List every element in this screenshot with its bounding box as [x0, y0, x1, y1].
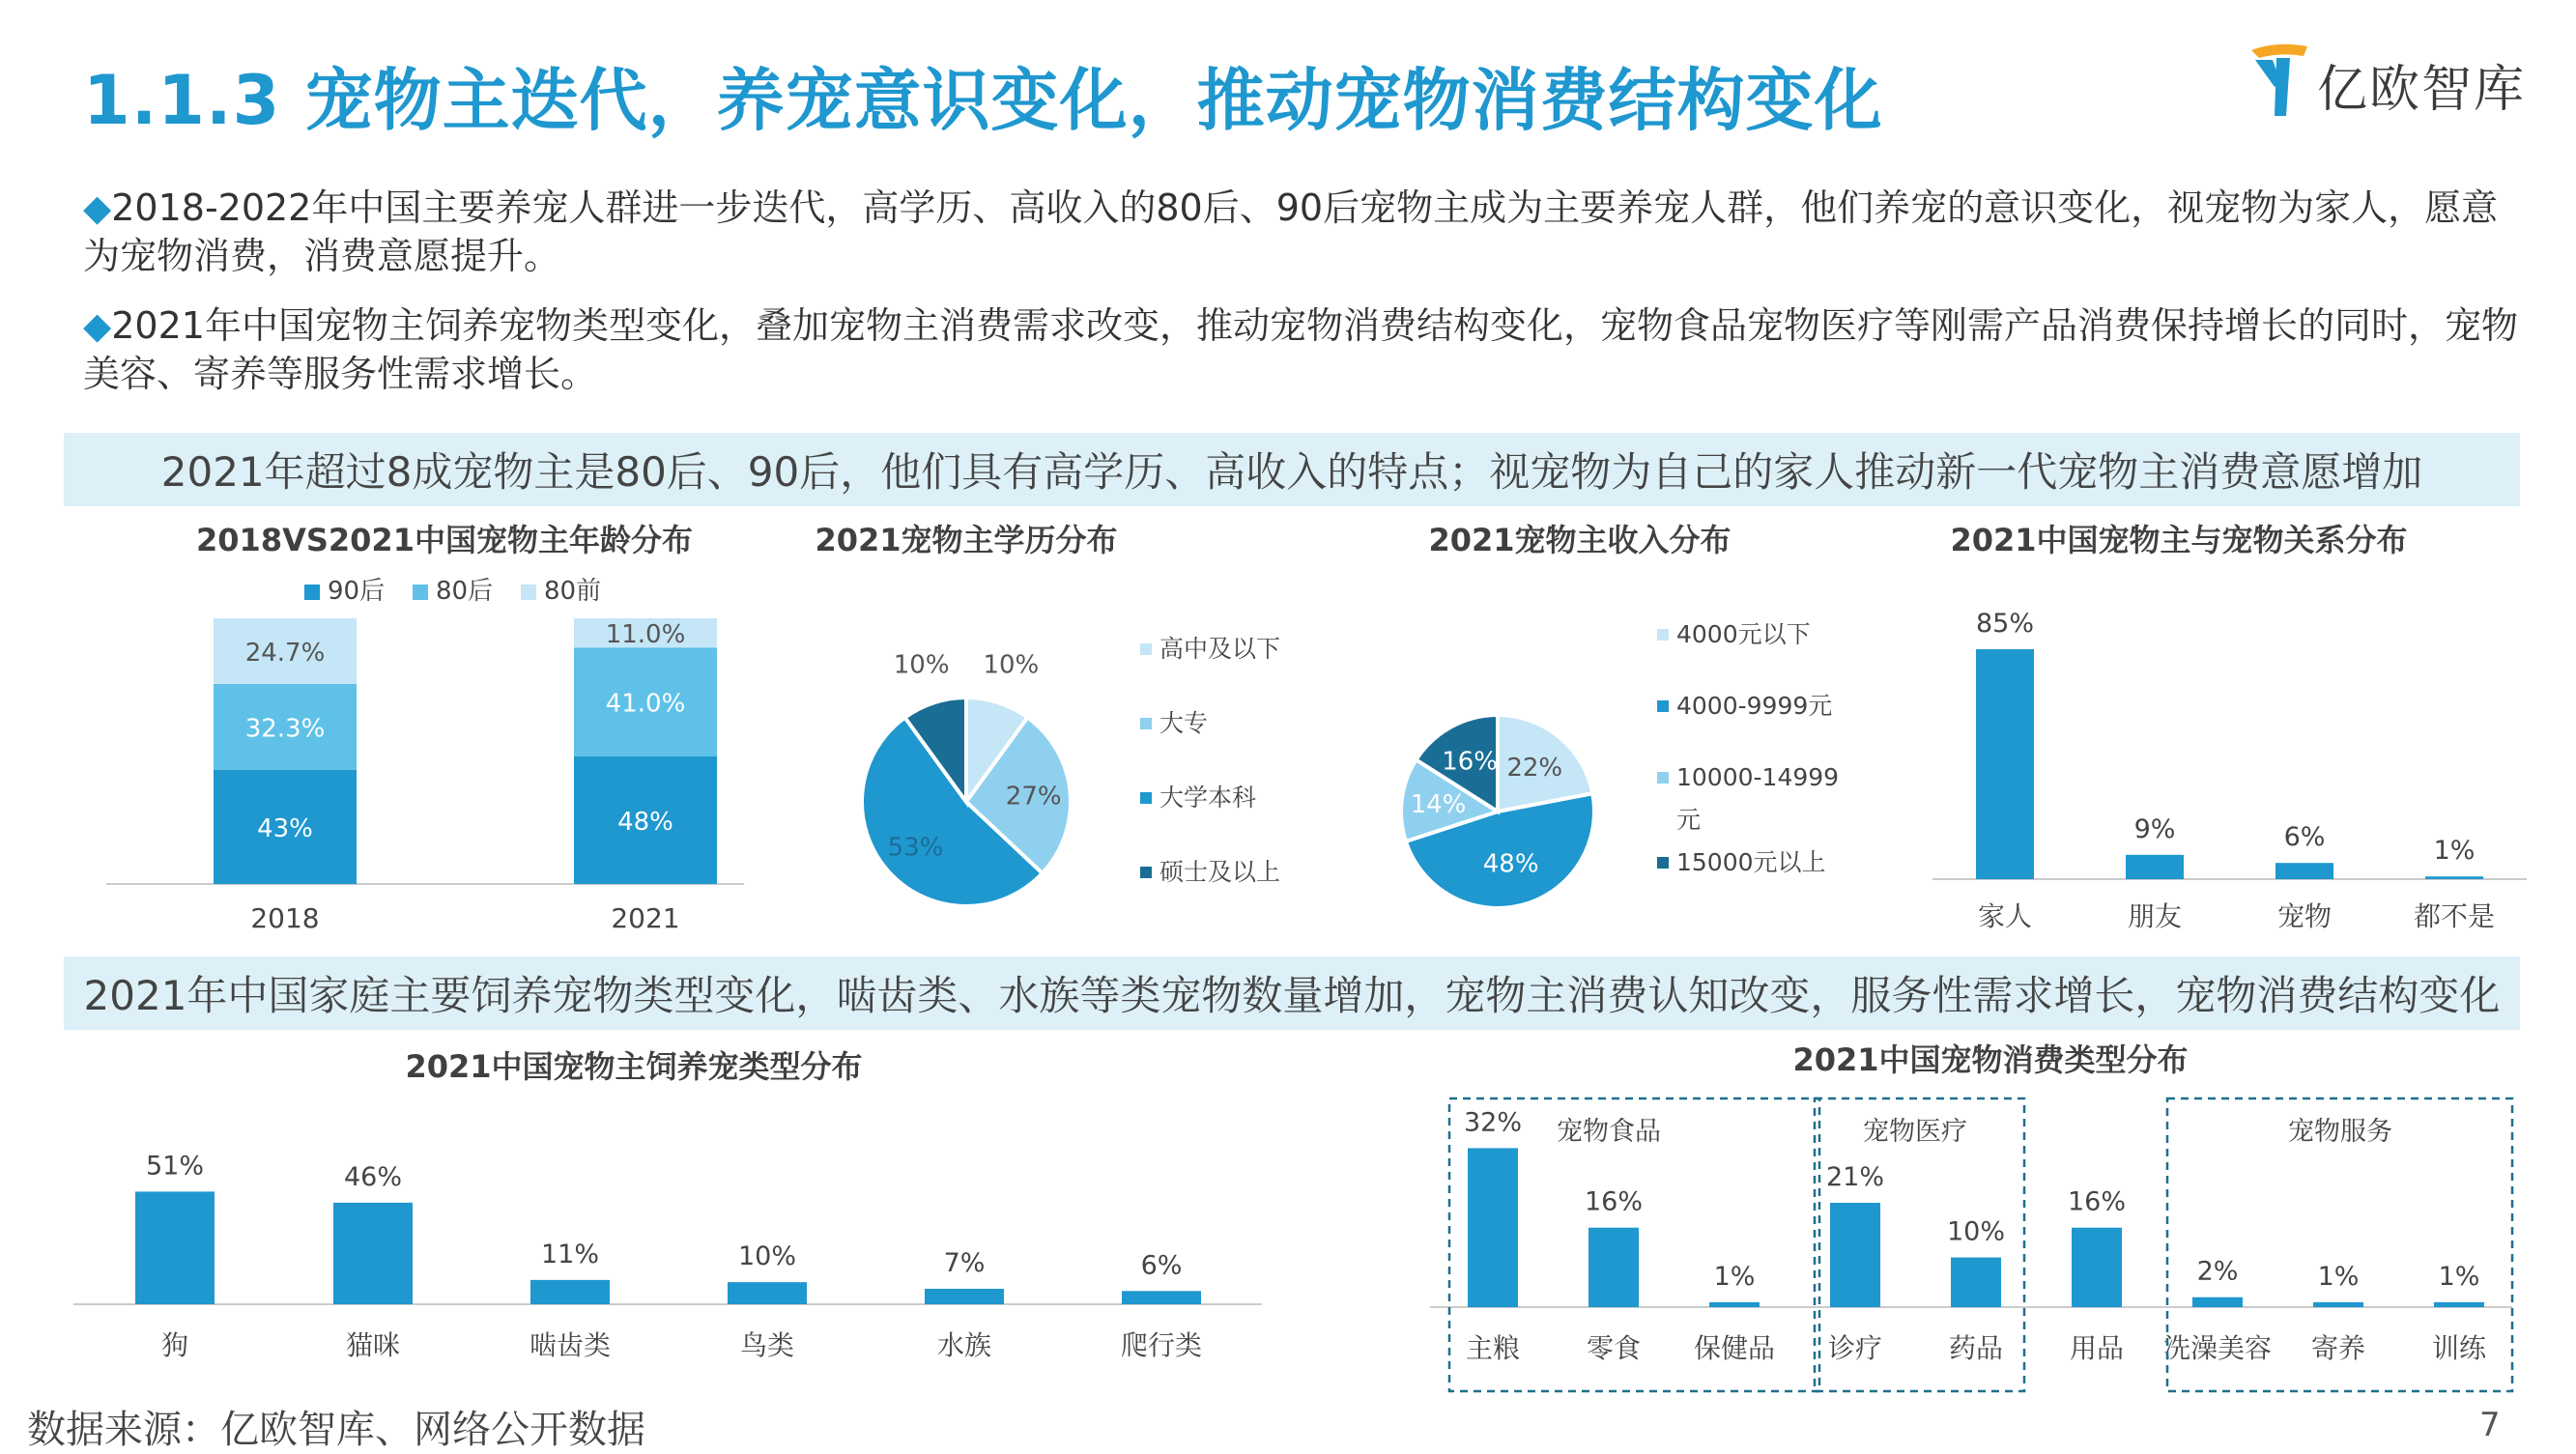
- bar: [1951, 1258, 2001, 1307]
- x-tick-label: 主粮: [1465, 1332, 1521, 1364]
- x-tick-label: 2018: [250, 902, 320, 934]
- legend-label: 4000-9999元: [1676, 692, 1833, 720]
- bar: [333, 1203, 413, 1304]
- diamond-icon: ◆: [83, 186, 112, 229]
- legend-label: 4000元以下: [1676, 620, 1811, 648]
- bar: [925, 1289, 1004, 1304]
- education-pie-chart: [812, 512, 1353, 947]
- x-tick-label: 爬行类: [1120, 1329, 1203, 1361]
- bullet-2-text: 2021年中国宠物主饲养宠物类型变化，叠加宠物主消费需求改变，推动宠物消费结构变化，宠物食品宠物医疗等刚需产品消费保持增长的同时，宠物美容、寄养等服务性需求增长。: [83, 304, 2518, 395]
- legend-swatch: [1140, 643, 1152, 655]
- diamond-icon: ◆: [83, 304, 112, 347]
- logo-mark-icon: [2247, 37, 2315, 124]
- group-label: 宠物食品: [1557, 1117, 1661, 1147]
- data-label: 6%: [1140, 1250, 1183, 1281]
- bullet-1: [83, 184, 2518, 280]
- relation-bar-chart: [1932, 512, 2532, 947]
- legend-label: 高中及以下: [1159, 635, 1281, 663]
- bar: [1122, 1291, 1201, 1304]
- data-source: 数据来源：亿欧智库、网络公开数据: [27, 1408, 645, 1452]
- x-tick-label: 寄养: [2310, 1332, 2366, 1364]
- x-tick-label: 啮齿类: [529, 1329, 612, 1361]
- x-tick-label: 保健品: [1693, 1332, 1776, 1364]
- bar: [1709, 1302, 1760, 1307]
- data-label: 11.0%: [605, 620, 686, 650]
- pettype-chart-panel: [64, 1039, 1281, 1396]
- legend-swatch: [1657, 857, 1669, 869]
- data-label: 10%: [1946, 1216, 2006, 1247]
- bar: [2313, 1302, 2363, 1307]
- x-tick-label: 狗: [160, 1329, 189, 1361]
- income-pie-chart: [1382, 512, 1923, 947]
- bar: [2434, 1302, 2484, 1307]
- legend-swatch: [304, 584, 320, 600]
- data-label: 32.3%: [244, 714, 326, 744]
- x-tick-label: 猫咪: [345, 1329, 401, 1361]
- x-tick-label: 朋友: [2127, 900, 2183, 932]
- relation-chart-panel: [1932, 512, 2532, 947]
- data-label: 48%: [617, 808, 673, 837]
- bar: [1468, 1148, 1518, 1307]
- section-band-top: 2021年超过8成宠物主是80后、90后，他们具有高学历、高收入的特点；视宠物为自己的家人推动新一代宠物主消费意愿增加: [64, 433, 2520, 506]
- x-tick-label: 水族: [936, 1329, 992, 1361]
- chart-title: 2018VS2021中国宠物主年龄分布: [196, 522, 693, 558]
- legend-label: 大学本科: [1159, 784, 1257, 812]
- data-label: 16%: [1442, 747, 1498, 777]
- data-label: 1%: [2317, 1261, 2360, 1292]
- legend-swatch: [521, 584, 536, 600]
- bar: [135, 1191, 215, 1304]
- bar: [2425, 876, 2483, 879]
- bar: [1830, 1203, 1880, 1307]
- data-label: 46%: [343, 1161, 403, 1192]
- data-label: 6%: [2283, 822, 2326, 853]
- legend-swatch: [1140, 718, 1152, 729]
- bar: [2192, 1297, 2243, 1307]
- age-distribution-chart: [87, 512, 744, 947]
- data-label: 22%: [1506, 753, 1563, 783]
- data-label: 1%: [1713, 1261, 1756, 1292]
- x-tick-label: 鸟类: [739, 1329, 795, 1361]
- bar: [530, 1280, 610, 1304]
- legend-label: 硕士及以上: [1159, 858, 1281, 886]
- bar: [1589, 1228, 1639, 1307]
- data-label: 43%: [257, 813, 313, 843]
- data-label: 24.7%: [244, 638, 326, 668]
- legend-label: 15000元以上: [1676, 848, 1826, 876]
- x-tick-label: 诊疗: [1827, 1332, 1883, 1364]
- legend-swatch: [1657, 700, 1669, 712]
- legend-swatch: [1140, 867, 1152, 878]
- data-label: 7%: [943, 1248, 986, 1278]
- data-label: 10%: [983, 650, 1040, 680]
- data-label: 32%: [1463, 1107, 1523, 1138]
- legend-swatch: [413, 584, 428, 600]
- x-tick-label: 洗澡美容: [2162, 1332, 2273, 1364]
- bar: [2126, 855, 2184, 879]
- data-label: 1%: [2438, 1261, 2480, 1292]
- logo-text: 亿欧智库: [2317, 61, 2527, 119]
- section-band-bottom: 2021年中国家庭主要饲养宠物类型变化，啮齿类、水族等类宠物数量增加，宠物主消费认知改变，服务性需求增长，宠物消费结构变化: [64, 956, 2520, 1030]
- page-title: 1.1.3 宠物主迭代，养宠意识变化，推动宠物消费结构变化: [83, 61, 1883, 140]
- x-tick-label: 家人: [1977, 900, 2033, 932]
- data-label: 2%: [2196, 1256, 2239, 1287]
- bullet-1-text: 2018-2022年中国主要养宠人群进一步迭代，高学历、高收入的80后、90后宠物主成为主要养宠人群，他们养宠的意识变化，视宠物为家人，愿意为宠物消费，消费意愿提升。: [83, 186, 2499, 277]
- chart-title: 2021中国宠物消费类型分布: [1792, 1041, 2189, 1078]
- group-label: 宠物医疗: [1863, 1117, 1967, 1147]
- data-label: 14%: [1410, 790, 1467, 820]
- data-label: 11%: [540, 1239, 600, 1269]
- consumption-type-bar-chart: [1411, 1034, 2532, 1401]
- legend-label: 80后: [436, 577, 494, 606]
- bar: [2072, 1228, 2122, 1307]
- age-chart-panel: [87, 512, 744, 947]
- legend-swatch: [1140, 792, 1152, 804]
- data-label: 27%: [1005, 782, 1062, 812]
- legend-label: 80前: [544, 577, 602, 606]
- intro-bullets: [83, 184, 2518, 419]
- data-label: 10%: [893, 650, 950, 680]
- chart-title: 2021宠物主收入分布: [1428, 522, 1732, 558]
- data-label: 1%: [2433, 836, 2476, 867]
- legend-label: 元: [1676, 806, 1702, 834]
- data-label: 48%: [1482, 849, 1539, 879]
- legend-swatch: [1657, 772, 1669, 784]
- brand-logo: [2247, 37, 2537, 124]
- data-label: 21%: [1825, 1162, 1885, 1192]
- x-tick-label: 都不是: [2413, 900, 2496, 932]
- data-label: 53%: [887, 833, 944, 863]
- chart-title: 2021中国宠物主与宠物关系分布: [1950, 522, 2408, 558]
- income-chart-panel: [1382, 512, 1923, 947]
- legend-label: 10000-14999: [1676, 763, 1840, 791]
- edu-chart-panel: [812, 512, 1353, 947]
- page-number: 7: [2479, 1406, 2501, 1444]
- x-tick-label: 零食: [1586, 1332, 1642, 1364]
- legend-label: 大专: [1159, 709, 1209, 737]
- consume-chart-panel: [1411, 1034, 2532, 1401]
- x-tick-label: 用品: [2069, 1332, 2125, 1364]
- bar: [2275, 863, 2333, 879]
- x-tick-label: 药品: [1948, 1332, 2004, 1364]
- bar: [728, 1282, 807, 1304]
- chart-title: 2021中国宠物主饲养宠类型分布: [405, 1048, 863, 1085]
- pet-type-bar-chart: [64, 1039, 1281, 1396]
- bullet-2: [83, 301, 2518, 398]
- legend-label: 90后: [328, 577, 386, 606]
- group-label: 宠物服务: [2288, 1117, 2392, 1147]
- x-tick-label: 宠物: [2276, 900, 2333, 932]
- data-label: 16%: [2067, 1186, 2127, 1217]
- bar: [1976, 649, 2034, 879]
- x-tick-label: 2021: [611, 902, 680, 934]
- data-label: 85%: [1975, 609, 2035, 639]
- chart-title: 2021宠物主学历分布: [815, 522, 1118, 558]
- x-tick-label: 训练: [2431, 1332, 2487, 1364]
- data-label: 10%: [737, 1241, 797, 1272]
- data-label: 16%: [1584, 1186, 1644, 1217]
- data-label: 41.0%: [605, 689, 686, 719]
- legend-swatch: [1657, 629, 1669, 641]
- data-label: 9%: [2133, 813, 2176, 844]
- data-label: 51%: [145, 1151, 205, 1182]
